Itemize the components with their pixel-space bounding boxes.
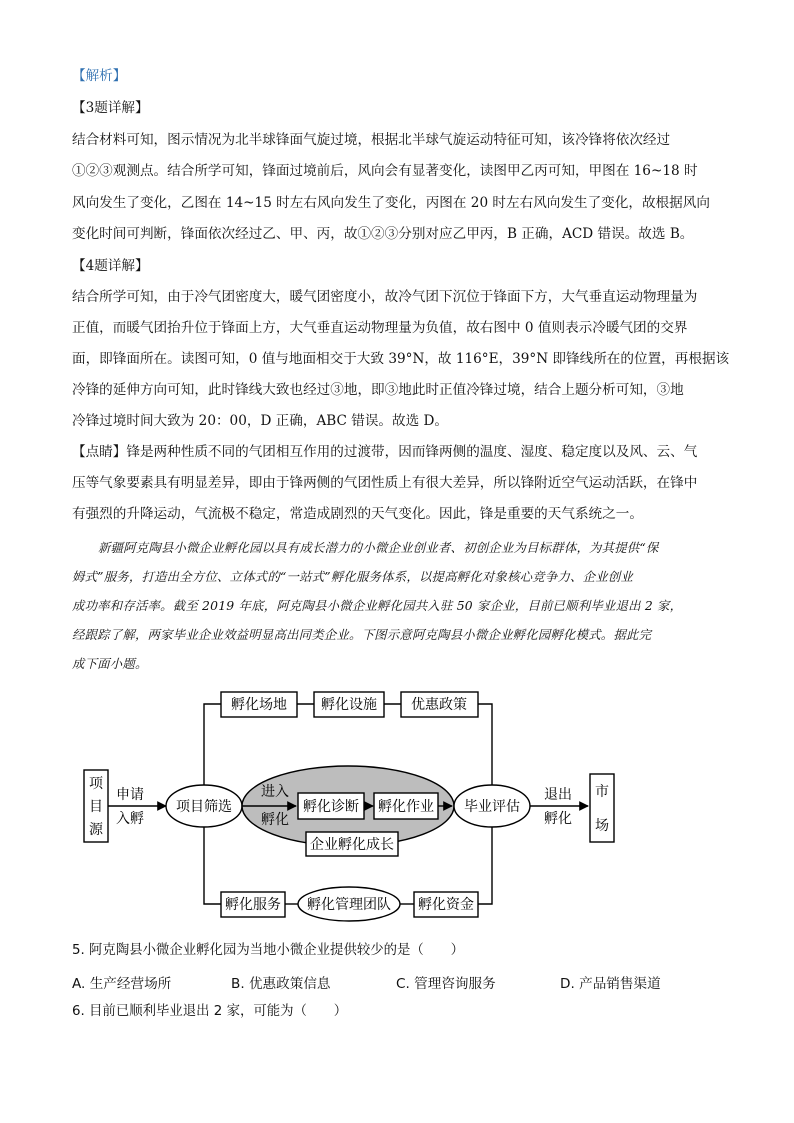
operation-label: 孵化作业 (378, 799, 434, 815)
top-left-connector (204, 704, 221, 785)
incubation-model-diagram (80, 688, 640, 928)
material-line-1: 新疆阿克陶县小微企业孵化园以具有成长潜力的小微企业创业者、初创企业为目标群体，为其提供“保 (98, 540, 659, 555)
top-right-connector (478, 704, 492, 785)
q4-line-5: 冷锋过境时间大致为 20：00，D 正确，ABC 错误。故选 D。 (72, 413, 449, 429)
q4-detail-heading: 【4题详解】 (72, 258, 149, 274)
diagnosis-label: 孵化诊断 (303, 799, 359, 815)
q4-line-4: 冷锋的延伸方向可知，此时锋线大致也经过③地，即③地此时正值冷锋过境，结合上题分析可知，③地 (72, 382, 684, 398)
question-5: 5. 阿克陶县小微企业孵化园为当地小微企业提供较少的是（ ） (72, 943, 464, 958)
exit-label-bottom: 孵化 (544, 811, 572, 827)
material-line-2: 姆式”服务，打造出全方位、立体式的“一站式”孵化服务体系，以提高孵化对象核心竞争力、企业创业 (72, 569, 633, 584)
incubation-fund-label: 孵化资金 (418, 897, 474, 913)
q3-detail-heading: 【3题详解】 (72, 100, 149, 116)
note-text-1: 锋是两种性质不同的气团相互作用的过渡带，因而锋两侧的温度、湿度、稳定度以及风、云、气 (126, 444, 698, 460)
bottom-left-connector (204, 827, 221, 904)
project-source-char-2: 目 (89, 799, 103, 815)
project-source-char-3: 源 (89, 822, 103, 838)
q5-option-a: A. 生产经营场所 (72, 976, 172, 992)
project-screening-label: 项目筛选 (176, 799, 232, 815)
q4-line-2: 正值，而暖气团抬升位于锋面上方，大气垂直运动物理量为负值，故右图中 0 值则表示冷暖气团的交界 (72, 320, 688, 336)
management-team-label: 孵化管理团队 (307, 897, 391, 913)
material-line-3: 成功率和存活率。截至 2019 年底，阿克陶县小微企业孵化园共入驻 50 家企业，目前已顺利毕业退出 2 家， (72, 598, 683, 613)
exit-label-top: 退出 (544, 787, 572, 803)
growth-label: 企业孵化成长 (310, 837, 394, 853)
incubation-site-label: 孵化场地 (231, 697, 287, 713)
q4-line-3: 面，即锋面所在。读图可知，0 值与地面相交于大致 39°N，故 116°E，39°N 即锋线所在的位置，再根据该 (72, 351, 730, 367)
q5-option-d: D. 产品销售渠道 (560, 976, 661, 992)
note-line-3: 有强烈的升降运动，气流极不稳定，常造成剧烈的天气变化。因此，锋是重要的天气系统之一。 (72, 506, 643, 522)
incubation-service-label: 孵化服务 (225, 897, 281, 913)
note-line-1 (72, 442, 697, 462)
q5-option-c: C. 管理咨询服务 (396, 976, 496, 992)
market-char-2: 场 (595, 818, 609, 834)
note-label: 【点睛】 (72, 444, 127, 460)
project-source-char-1: 项 (89, 776, 103, 792)
q3-line-4: 变化时间可判断，锋面依次经过乙、甲、丙，故①②③分别对应乙甲丙，B 正确，ACD 错误。故选 B。 (72, 226, 694, 242)
incubation-facility-label: 孵化设施 (321, 697, 377, 713)
market-char-1: 市 (595, 784, 609, 800)
analysis-heading: 【解析】 (72, 68, 127, 84)
apply-label-bottom: 入孵 (116, 811, 144, 827)
material-paragraph (72, 533, 724, 678)
preferential-policy-label: 优惠政策 (411, 697, 467, 713)
material-line-5: 成下面小题。 (72, 656, 148, 671)
q3-line-2: ①②③观测点。结合所学可知，锋面过境前后，风向会有显著变化，读图甲乙丙可知，甲图在 16~18 时 (72, 163, 698, 179)
question-6: 6. 目前已顺利毕业退出 2 家，可能为（ ） (72, 1004, 348, 1019)
enter-label-bottom: 孵化 (261, 812, 289, 828)
apply-label-top: 申请 (116, 787, 144, 803)
bottom-right-connector (478, 827, 492, 904)
q3-line-3: 风向发生了变化，乙图在 14~15 时左右风向发生了变化，丙图在 20 时左右风向发生了变化，故根据风向 (72, 195, 710, 211)
enter-label-top: 进入 (261, 784, 289, 800)
material-line-4: 经跟踪了解，两家毕业企业效益明显高出同类企业。下图示意阿克陶县小微企业孵化园孵化模式。据此完 (72, 627, 652, 642)
note-line-2: 压等气象要素具有明显差异，即由于锋两侧的气团性质上有很大差异，所以锋附近空气运动活跃，在锋中 (72, 475, 698, 491)
q3-line-1: 结合材料可知，图示情况为北半球锋面气旋过境，根据北半球气旋运动特征可知，该冷锋将依次经过 (72, 132, 671, 148)
q5-option-b: B. 优惠政策信息 (231, 976, 331, 992)
q4-line-1: 结合所学可知，由于冷气团密度大，暖气团密度小，故冷气团下沉位于锋面下方，大气垂直运动物理量为 (72, 289, 698, 305)
graduation-evaluation-label: 毕业评估 (464, 799, 520, 815)
